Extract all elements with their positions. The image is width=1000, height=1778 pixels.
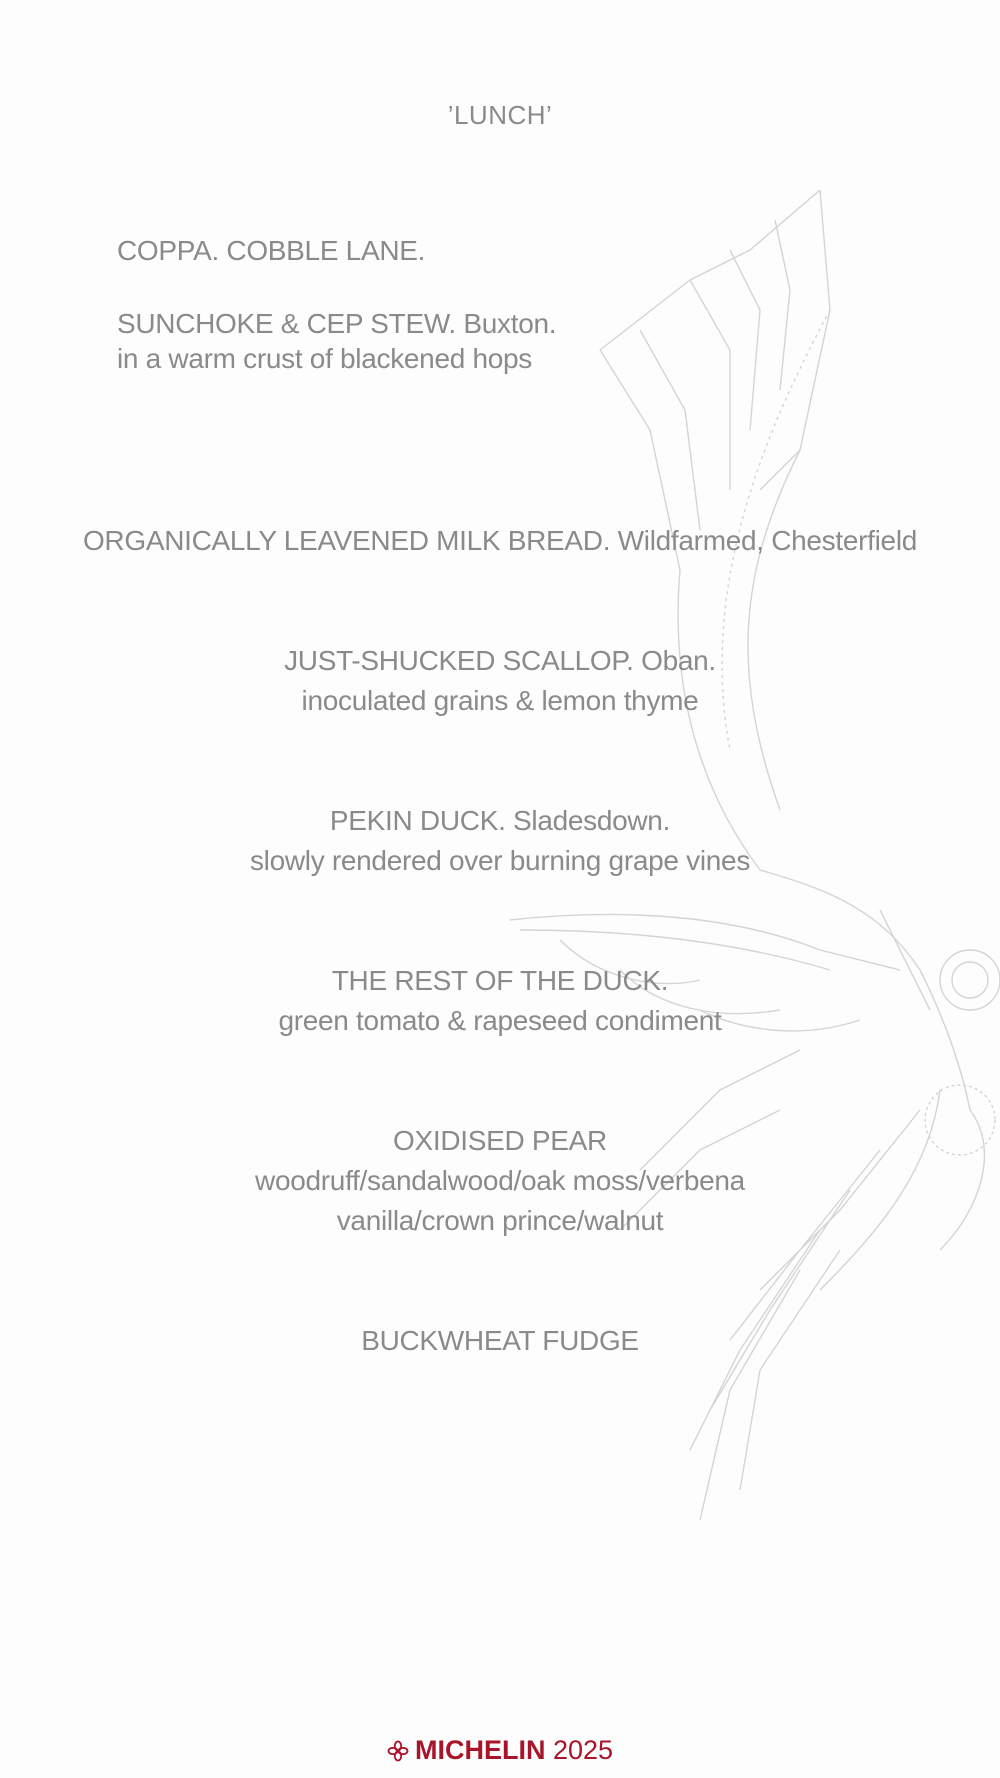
course-pear-description: woodruff/sandalwood/oak moss/verbena (255, 1165, 745, 1196)
course-scallop-description: inoculated grains & lemon thyme (301, 685, 699, 716)
course-duck-name: PEKIN DUCK. Sladesdown. (329, 805, 671, 836)
bread-course: ORGANICALLY LEAVENED MILK BREAD. Wildfarmed, Chesterfield (82, 525, 918, 556)
course-pear-name: OXIDISED PEAR (393, 1125, 607, 1156)
michelin-year: 2025 (552, 1735, 614, 1765)
course-duck-description: slowly rendered over burning grape vines (249, 845, 751, 876)
snack-coppa: COPPA. COBBLE LANE. (117, 235, 426, 266)
course-pear-description-2: vanilla/crown prince/walnut (336, 1205, 664, 1236)
snack-sunchoke-name: SUNCHOKE & CEP STEW. Buxton. (117, 308, 557, 339)
michelin-brand: MICHELIN (414, 1735, 546, 1765)
menu-title: ’LUNCH’ (447, 100, 553, 130)
michelin-footer (0, 1735, 1000, 1766)
course-rest-of-duck-name: THE REST OF THE DUCK. (331, 965, 669, 996)
michelin-star-icon (387, 1740, 409, 1762)
snack-sunchoke-description: in a warm crust of blackened hops (117, 343, 532, 374)
course-buckwheat-fudge: BUCKWHEAT FUDGE (361, 1325, 639, 1356)
course-rest-of-duck-description: green tomato & rapeseed condiment (278, 1005, 722, 1036)
course-scallop-name: JUST-SHUCKED SCALLOP. Oban. (284, 645, 716, 676)
